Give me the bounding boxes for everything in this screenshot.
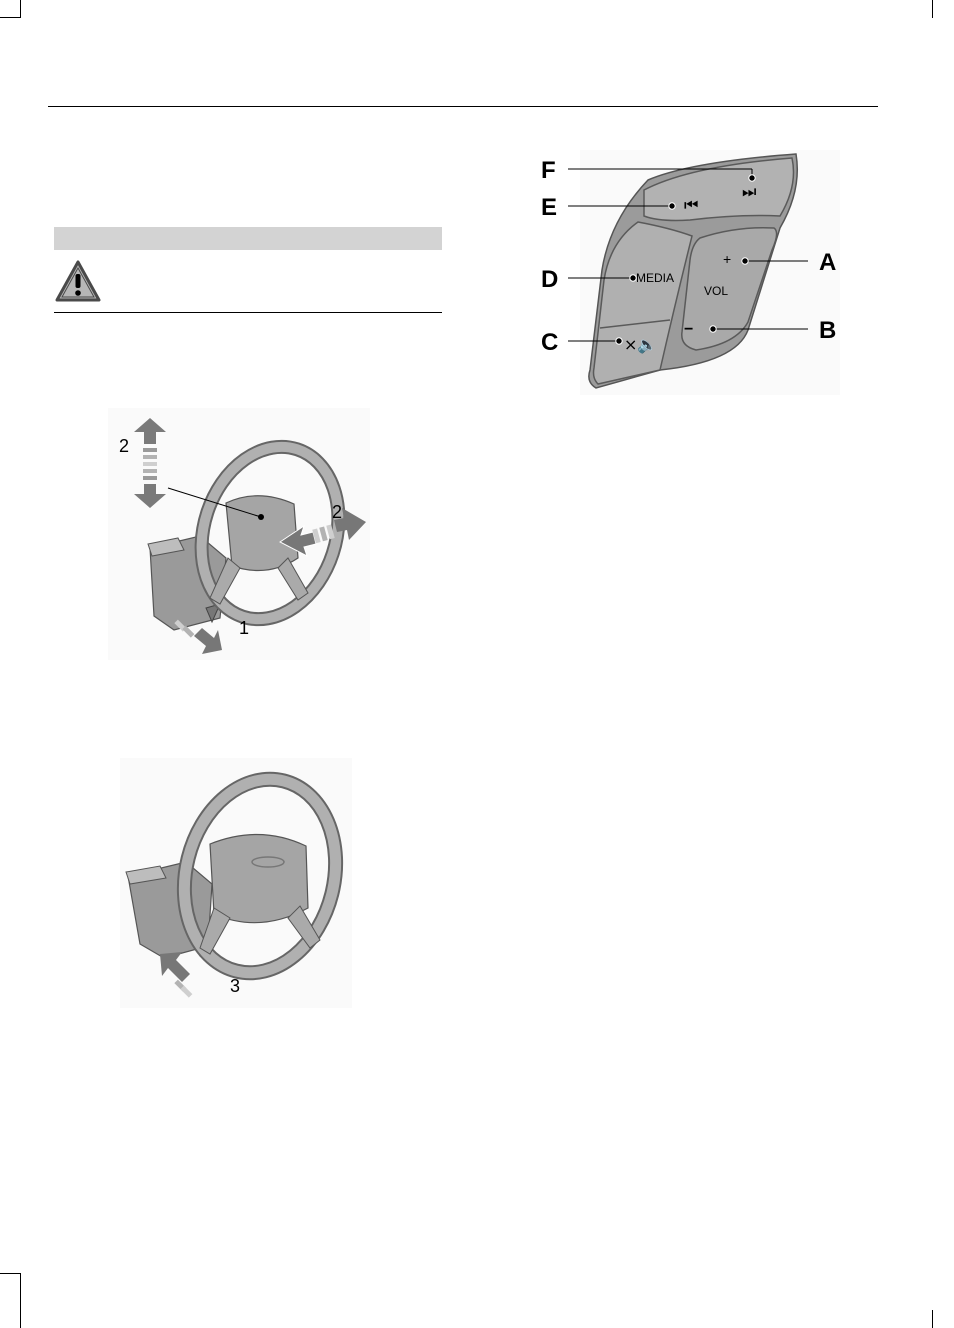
crop-mark [932, 0, 933, 18]
warning-rule [54, 312, 442, 313]
crop-mark [20, 1273, 21, 1328]
callout-d: D [541, 266, 559, 293]
crop-mark [20, 0, 21, 18]
vol-button-text: VOL [704, 284, 729, 298]
crop-mark [0, 1273, 20, 1274]
crop-mark [932, 1310, 933, 1328]
vol-plus-text: + [723, 251, 732, 267]
seek-forward-icon: ⏭ [742, 182, 757, 201]
adjust-label-vertical: 2 [119, 436, 130, 456]
callout-f: F [541, 157, 556, 184]
steering-lock-illustration [120, 758, 352, 1008]
media-button-text: MEDIA [636, 271, 675, 285]
crop-mark [0, 17, 20, 18]
warning-triangle-icon [54, 259, 102, 303]
audio-controls-illustration [540, 150, 850, 395]
mute-icon: ×🔈 [624, 335, 658, 354]
warning-heading-bar [54, 227, 442, 250]
callout-a: A [819, 249, 837, 276]
callout-e: E [541, 194, 558, 221]
callout-c: C [541, 329, 559, 356]
steering-adjust-illustration [108, 408, 370, 660]
seek-back-icon: ⏮ [684, 195, 699, 214]
adjust-label-reach: 2 [332, 502, 343, 522]
adjust-label-release: 1 [239, 618, 250, 638]
callout-b: B [819, 317, 837, 344]
lock-label-push: 3 [230, 976, 241, 996]
header-rule [48, 106, 878, 107]
vol-minus-text: − [684, 321, 694, 338]
